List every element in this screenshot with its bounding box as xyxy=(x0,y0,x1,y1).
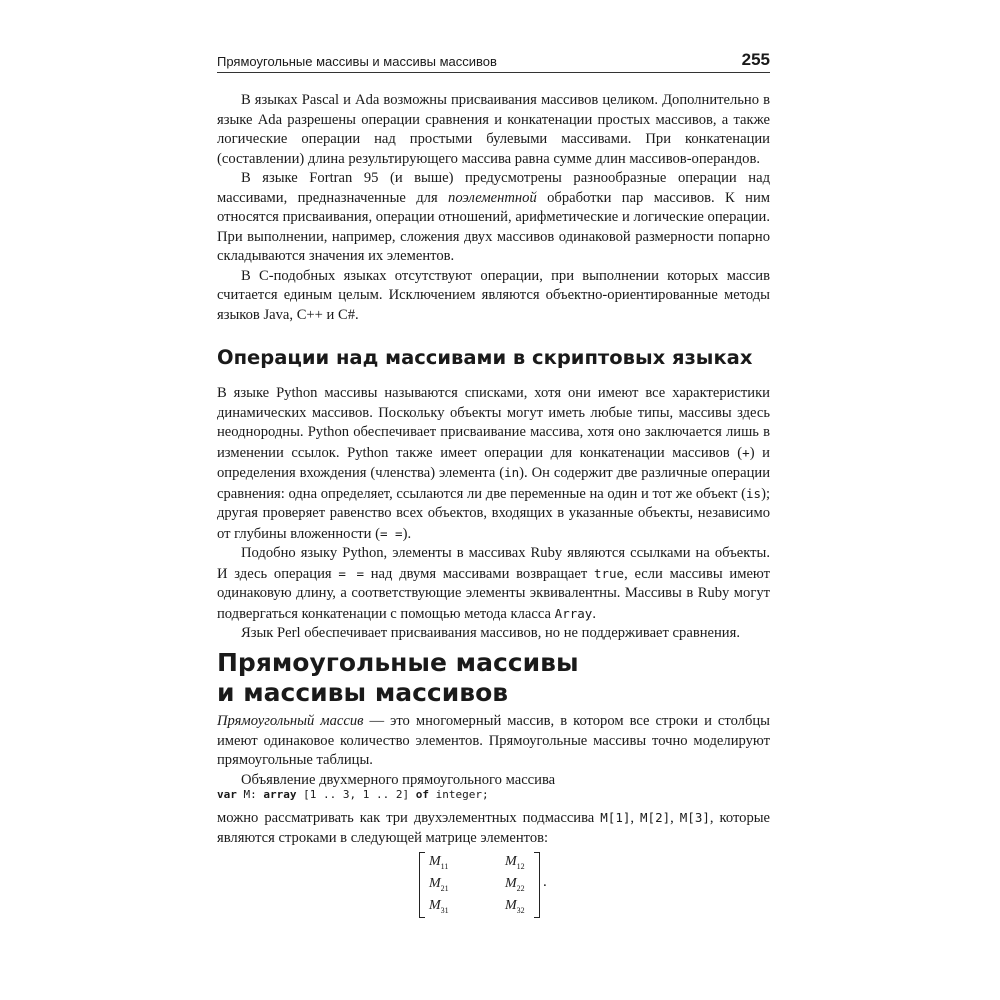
matrix-cell: $M_{32}$ xyxy=(505,898,525,915)
header-rule xyxy=(217,72,770,73)
code-array-class: Array xyxy=(554,605,593,621)
section-intro-text xyxy=(217,91,770,325)
matrix-cell: $M_{11}$ xyxy=(429,854,449,871)
code-equals: = = xyxy=(338,565,365,581)
code-true: true xyxy=(593,565,625,581)
section-heading-script-languages: Операции над массивами в скриптовых языках xyxy=(217,346,753,369)
left-bracket xyxy=(419,852,425,918)
emphasis-elementwise: поэлементной xyxy=(448,189,537,206)
matrix-cell: $M_{12}$ xyxy=(505,854,525,871)
code-declaration: var M: array [1 .. 3, 1 .. 2] of integer; xyxy=(217,788,489,801)
paragraph-ruby: Подобно языку Python, элементы в массивах Ruby являются ссылками на объекты. И здесь операция = = над двумя массивами возвращает true, если массивы имеют одинаковую длину, а соответствующие элементы эквивалентны. Массивы в Ruby могут подвергаться конкатенации с помощью метода класса Array. xyxy=(217,545,771,622)
section-subarray-text xyxy=(217,808,770,848)
paragraph-c-languages: В С-подобных языках отсутствуют операции, при выполнении которых массив считается единым целым. Исключением являются объектно-ориентированные методы языков Java, C++ и C#. xyxy=(217,267,770,323)
paragraph-subarrays: можно рассматривать как три двухэлементных подмассива M[1], M[2], M[3], которые являются строками в следующей матрице элементов: xyxy=(217,810,771,846)
matrix-cell: $M_{31}$ xyxy=(429,898,449,915)
page-number: 255 xyxy=(741,50,770,69)
running-title: Прямоугольные массивы и массивы массивов xyxy=(217,54,497,69)
paragraph-pascal-ada: В языках Pascal и Ada возможны присваивания массивов целиком. Дополнительно в языке Ada разрешены операции сравнения и конкатенации простых массивов, а также логические операции над простыми булевыми массивами. При конкатенации (составлении) длина результирующего массива равна сумме длин массивов-операндов. xyxy=(217,92,770,167)
term-rectangular-array: Прямоугольный массив xyxy=(217,713,364,729)
paragraph-fortran: В языке Fortran 95 (и выше) предусмотрены разнообразные операции над массивами, предназначенные для поэлементной обработки пар массивов. К ним относятся присваивания, операции отношений, арифметические и логические операции. При выполнении, например, сложения двух массивов одинаковой размерности попарно складываются значения их элементов. xyxy=(217,170,770,264)
code-m3: M[3] xyxy=(679,810,710,825)
paragraph-python: В языке Python массивы называются списками, хотя они имеют все характеристики динамических массивов. Поскольку объекты могут иметь любые типы, массивы здесь неоднородны. Python обеспечивает присваивание массива, хотя оно заключается лишь в изменении ссылок. Python также имеет операции для конкатенации массивов (+) и определения вхождения (членства) элемента (in). Он содержит две различные операции сравнения: одна определяет, ссылаются ли две переменные на один и тот же объект (is); другая проверяет равенство всех объектов, входящих в указанные объекты, независимо от глубины вложенности (= =). xyxy=(217,385,771,542)
section-heading-rectangular-arrays xyxy=(217,648,770,708)
code-in: in xyxy=(504,465,520,480)
matrix-cell: $M_{21}$ xyxy=(429,876,449,893)
heading-line-2: и массивы массивов xyxy=(217,678,509,707)
code-is: is xyxy=(746,485,762,501)
paragraph-perl: Язык Perl обеспечивает присваивания массивов, но не поддерживает сравнения. xyxy=(241,625,740,641)
paragraph-declaration-intro: Объявление двухмерного прямоугольного массива xyxy=(241,771,556,788)
section-rectangular-text xyxy=(217,712,770,790)
page-header xyxy=(217,50,770,72)
section-script-text xyxy=(217,384,770,644)
code-equals: = = xyxy=(380,525,403,541)
matrix-formula xyxy=(415,850,555,920)
code-m1: M[1] xyxy=(600,810,631,825)
heading-line-1: Прямоугольные массивы xyxy=(217,648,579,677)
paragraph-definition: Прямоугольный массив — это многомерный массив, в котором все строки и столбцы имеют одинаковое количество элементов. Прямоугольные массивы точно моделируют прямоугольные таблицы. xyxy=(217,713,770,768)
code-plus: + xyxy=(742,444,750,460)
code-m2: M[2] xyxy=(640,810,671,825)
matrix-cell: $M_{22}$ xyxy=(505,876,525,893)
matrix-trailing-period: . xyxy=(543,874,547,890)
right-bracket xyxy=(534,852,540,918)
